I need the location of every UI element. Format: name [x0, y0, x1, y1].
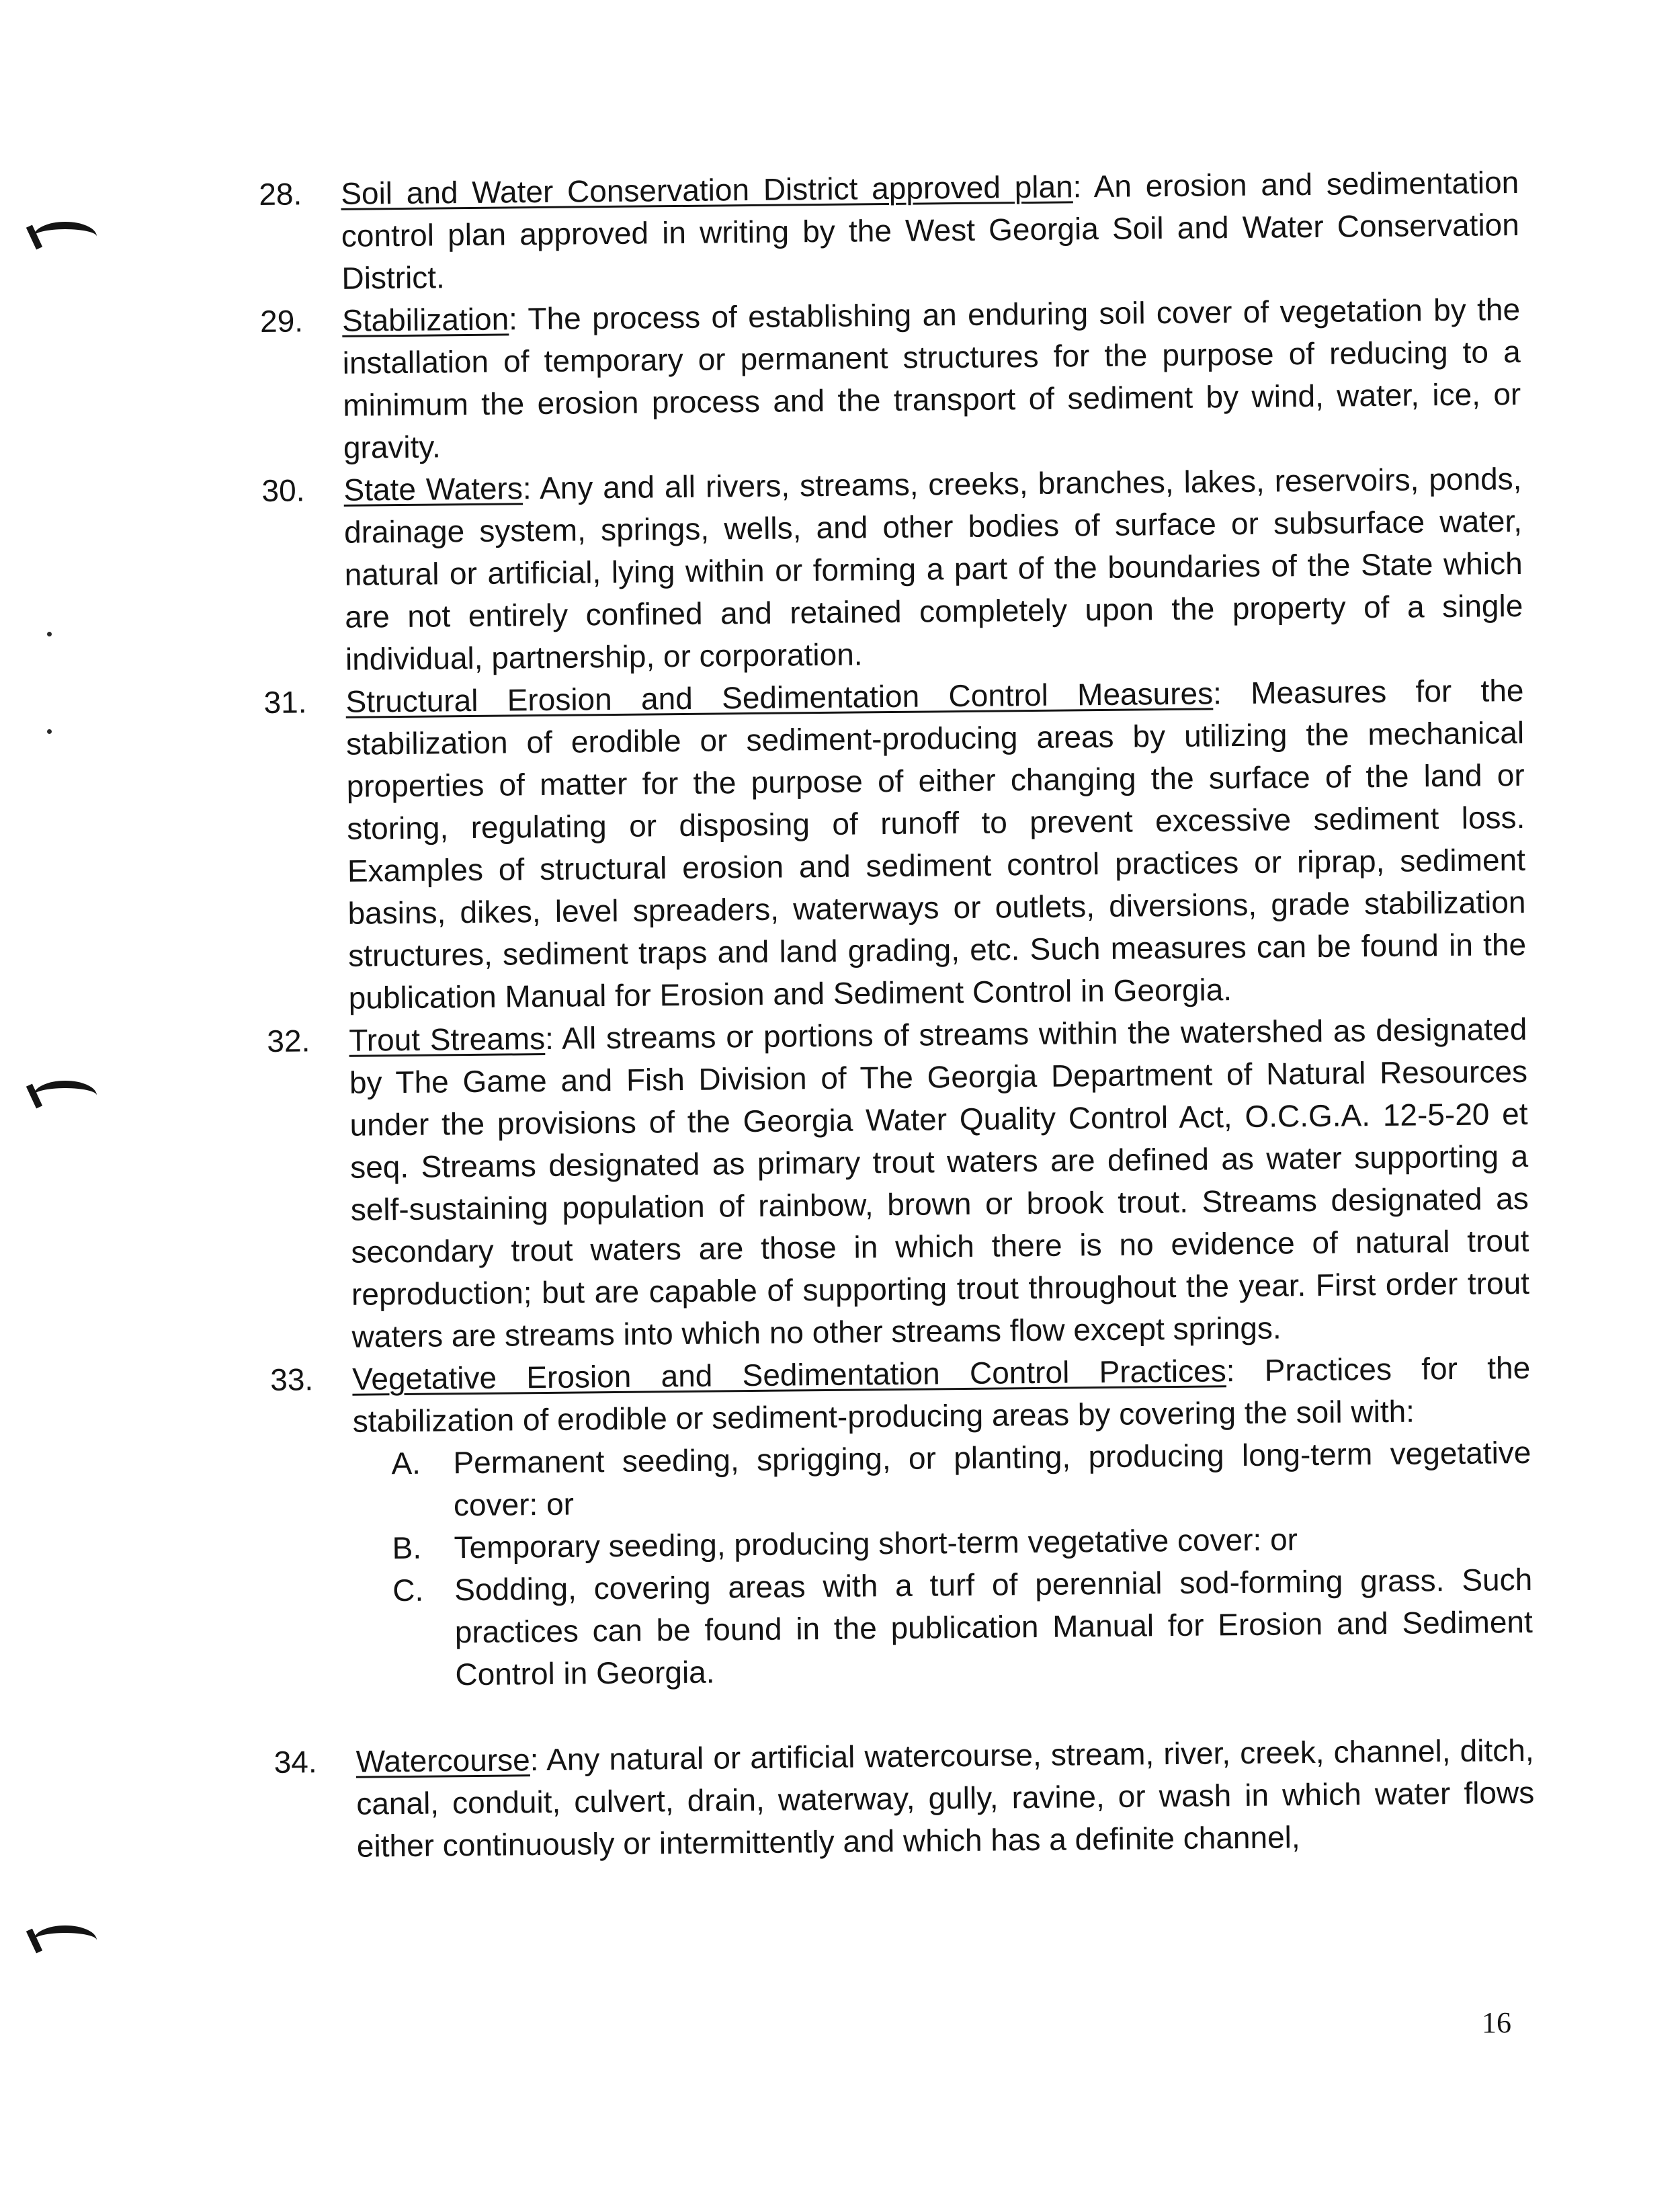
defined-term: Vegetative Erosion and Sedimentation Control Practices: [351, 1353, 1226, 1397]
defined-term: State Waters: [343, 470, 523, 507]
definition-text: : An erosion and sedimentation control plan approved in writing by the West Georgia Soil and Water Conservation District.: [341, 165, 1520, 296]
sub-item-letter: C.: [392, 1572, 424, 1608]
sub-item-text: Sodding, covering areas with a turf of perennial sod-forming grass. Such practices can be found in the publication Manual for Erosion and Sediment Control in Georgia.: [454, 1561, 1534, 1692]
definition-text: : Practices for the stabilization of erodible or sediment-producing areas by covering the soil with:: [352, 1350, 1531, 1439]
sub-item-letter: A.: [391, 1445, 421, 1481]
defined-term: Stabilization: [341, 301, 509, 338]
item-number: 31.: [263, 684, 307, 720]
item-number: 33.: [269, 1362, 314, 1397]
definition-item: [259, 161, 1520, 300]
definition-item: [263, 669, 1527, 1020]
hole-punch-mark: [34, 1081, 97, 1110]
definition-item: [260, 288, 1521, 470]
defined-term: Watercourse: [355, 1742, 530, 1779]
hole-punch-mark: [34, 1925, 97, 1955]
scan-speck: [47, 729, 52, 734]
definition-item: [261, 458, 1523, 681]
definition-text: : The process of establishing an enduring soil cover of vegetation by the installation of temporary or permanent structures for the purpose of reducing to a minimum the erosion process and the transport of sediment by wind, water, ice, or gravity.: [342, 291, 1521, 465]
defined-term: Structural Erosion and Sedimentation Control Measures: [345, 675, 1214, 719]
definition-text: : Measures for the stabilization of erodible or sediment-producing areas by utilizing the mechanical properties of matter for the purpose of either changing the surface of the land or storing, regulating or disposing of runoff to prevent excessive sediment loss. Examples of structural erosion and sediment control practices or riprap, sediment basins, dikes, level spreaders, waterways or outlets, diversions, grade stabilization structures, sediment traps and land grading, etc. Such measures can be found in the publication Manual for Erosion and Sediment Control in Georgia.: [345, 672, 1527, 1015]
definition-item: [270, 1347, 1534, 1698]
definition-item: [267, 1008, 1530, 1359]
sub-item-text: Temporary seeding, producing short-term vegetative cover: or: [454, 1522, 1298, 1565]
defined-term: Trout Streams: [349, 1020, 546, 1058]
page-number: 16: [1482, 2006, 1511, 2039]
sub-list-item: [353, 1432, 1531, 1528]
scan-speck: [47, 632, 52, 636]
item-number: 32.: [267, 1023, 310, 1059]
definition-text: : Any and all rivers, streams, creeks, branches, lakes, reservoirs, ponds, drainage system, springs, wells, and other bodies of surface or subsurface water, natural or artificial, lying within or forming a part of the boundaries of the State which are not entirely confined and retained completely upon the property of a single individual, partnership, or corporation.: [343, 460, 1523, 677]
definition-text: : Any natural or artificial watercourse, stream, river, creek, channel, ditch, canal, conduit, culvert, drain, waterway, gully, ravine, or wash in which water flows either continuously or intermittently and which has a definite channel,: [356, 1732, 1535, 1864]
hole-punch-mark: [34, 222, 97, 251]
item-number: 30.: [261, 472, 305, 508]
sub-item-text: Permanent seeding, sprigging, or planting, producing long-term vegetative cover: or: [453, 1434, 1531, 1523]
sub-list-item: [354, 1559, 1534, 1697]
sub-item-letter: B.: [392, 1530, 422, 1566]
item-number: 28.: [259, 176, 302, 212]
definitions-list: [259, 161, 1535, 1868]
item-number: 34.: [274, 1744, 317, 1780]
definition-item: [274, 1729, 1535, 1868]
item-number: 29.: [259, 303, 304, 339]
sub-list: [353, 1432, 1534, 1697]
definition-text: : All streams or portions of streams within the watershed as designated by The Game and Fish Division of The Georgia Department of Natural Resources under the provisions of the Georgia Water Quality Control Act, O.C.G.A. 12-5-20 et seq. Streams designated as primary trout waters are defined as water supporting a self-sustaining population of rainbow, brown or brook trout. Streams designated as secondary trout waters are those in which there is no evidence of natural trout reproduction; but are capable of supporting trout throughout the year. First order trout waters are streams into which no other streams flow except springs.: [349, 1011, 1530, 1354]
defined-term: Soil and Water Conservation District approved plan: [341, 169, 1073, 211]
